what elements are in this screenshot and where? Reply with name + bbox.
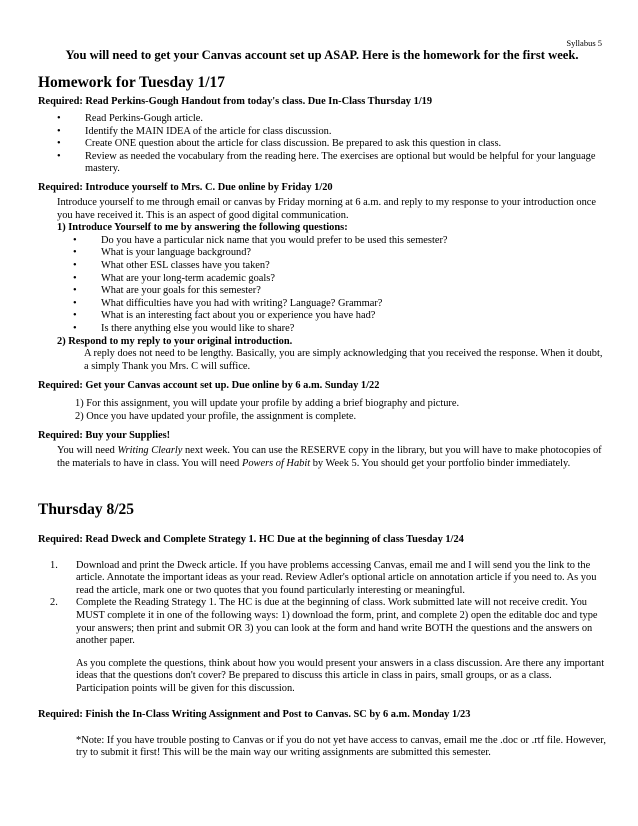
dweck-steps (50, 559, 606, 648)
list-item (50, 559, 606, 598)
introduce-text: Introduce yourself to me through email or canvas by Friday morning at 6 a.m. and reply to my response to your introduction once you have received it. This is an aspect of good digital communication. (57, 196, 597, 221)
supplies-text (57, 445, 606, 470)
req-supplies-title: Required: Buy your Supplies! (38, 430, 171, 442)
list-item: • What difficulties have you had with writing? Language? Grammar? (101, 298, 606, 311)
supplies-text-part: next week. You can use the RESERVE copy in the library, but you will have to make photocopies of the materials to have in class. You will need (57, 445, 602, 470)
list-item: • What is your language background? (101, 247, 606, 260)
supplies-text-part: You will need (57, 445, 118, 457)
book-title: Writing Clearly (117, 445, 183, 457)
list-item: • Is there anything else you would like to share? (101, 323, 606, 336)
canvas-banner: You will need to get your Canvas account set up ASAP. Here is the homework for the first week. (65, 48, 579, 62)
list-item: • Review as needed the vocabulary from the reading here. The exercises are optional but would be helpful for your language mastery. (85, 151, 606, 176)
list-item: • Read Perkins-Gough article. (85, 113, 606, 126)
dweck-note: As you complete the questions, think about how you would present your answers in a class discussion. Are there any important ideas that the questions don't cover? Be prepared to discuss this article in class in pairs, small groups, or as a class. Participation points will be given for this discussion. (76, 657, 605, 694)
list-item (50, 597, 606, 647)
writing-note: *Note: If you have trouble posting to Canvas or if you do not yet have access to canvas, email me the .doc or .rtf file. However, try to submit it first! This will be the main way our writing assignments are submitted this semester. (76, 734, 606, 759)
introduce-questions (101, 235, 606, 336)
list-item: • What other ESL classes have you taken? (101, 260, 606, 273)
introduce-step2-text: A reply does not need to be lengthy. Basically, you are simply acknowledging that you received the response. When it doubt, a simply Thank you Mrs. C will suffice. (84, 348, 603, 372)
req-dweck-title: Required: Read Dweck and Complete Strategy 1. HC Due at the beginning of class Tuesday 1/24 (38, 533, 464, 545)
item-text: Complete the Reading Strategy 1. The HC is due at the beginning of class. Work submitted late will not receive credit. You MUST complete it in one of the following ways: 1) download the form, print, and complete 2) open the editable doc and type your answers; then print and submit OR 3) you can look at the form and hand write BOTH the questions and the answers on another paper. (76, 597, 598, 647)
tuesday-heading: Homework for Tuesday 1/17 (38, 74, 226, 91)
list-item: • What are your long-term academic goals? (101, 273, 606, 286)
page-number: Syllabus 5 (566, 38, 602, 48)
item-text: Download and print the Dweck article. If you have problems accessing Canvas, email me and I will send you the link to the article. Annotate the important ideas as your read. Review Adler's optional article on annotation article if you need to. As you read the article, mark one or two quotes that you found particularly interesting or meaningful. (76, 559, 597, 596)
list-item: • Identify the MAIN IDEA of the article for class discussion. (85, 126, 606, 139)
list-item: • Create ONE question about the article for class discussion. Be prepared to ask this question in class. (85, 138, 606, 151)
list-item: • What are your goals for this semester? (101, 285, 606, 298)
perkins-bullets (85, 113, 606, 176)
introduce-step1: 1) Introduce Yourself to me by answering the following questions: (57, 222, 348, 234)
req-writing-title: Required: Finish the In-Class Writing Assignment and Post to Canvas. SC by 6 a.m. Monday 1/23 (38, 708, 471, 720)
canvas-line1: 1) For this assignment, you will update your profile by adding a brief biography and picture. (75, 398, 460, 410)
content (38, 74, 606, 760)
list-item: • Do you have a particular nick name that you would prefer to be used this semester? (101, 235, 606, 248)
item-number: 2. (50, 597, 58, 609)
req-perkins-title: Required: Read Perkins-Gough Handout from today's class. Due In-Class Thursday 1/19 (38, 96, 433, 107)
canvas-line2: 2) Once you have updated your profile, the assignment is complete. (75, 410, 357, 422)
introduce-step2: 2) Respond to my reply to your original introduction. (57, 335, 293, 347)
book-title: Powers of Habit (241, 458, 311, 470)
list-item: • What is an interesting fact about you or experience you have had? (101, 310, 606, 323)
req-introduce-title: Required: Introduce yourself to Mrs. C. Due online by Friday 1/20 (38, 181, 333, 193)
supplies-text-part: by Week 5. You should get your portfolio binder immediately. (310, 458, 571, 470)
thursday-heading: Thursday 8/25 (38, 500, 135, 518)
item-number: 1. (50, 559, 58, 571)
req-canvas-title: Required: Get your Canvas account set up. Due online by 6 a.m. Sunday 1/22 (38, 380, 380, 392)
